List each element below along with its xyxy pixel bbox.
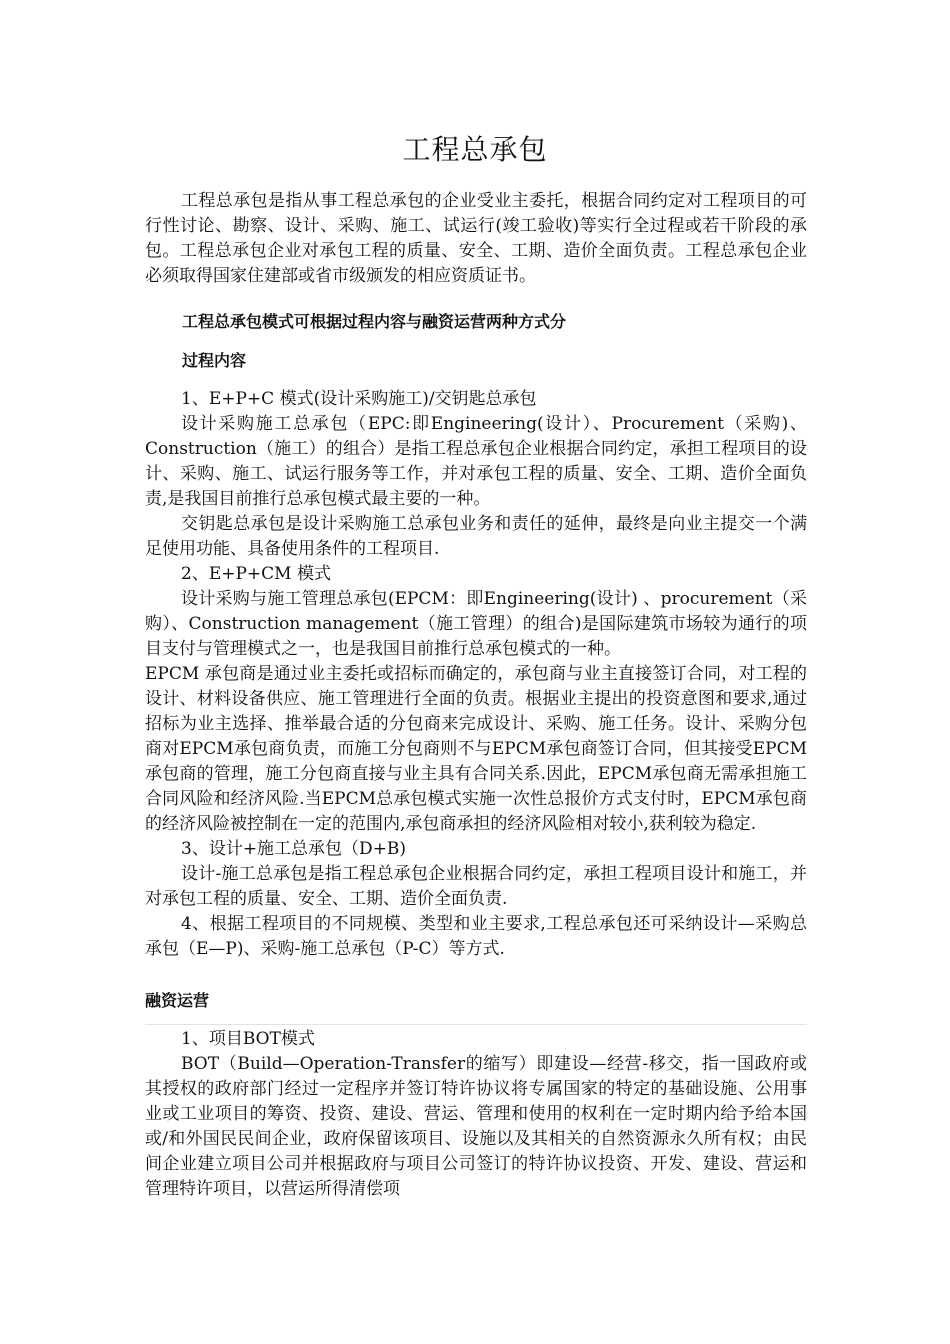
- process-item2-title: 2、E+P+CM 模式: [181, 564, 331, 584]
- process-item1-title: 1、E+P+C 模式(设计采购施工)/交钥匙总承包: [181, 389, 537, 409]
- process-item3-paragraph1: 设计-施工总承包是指工程总承包企业根据合同约定，承担工程项目设计和施工，并对承包工程的质量、安全、工期、造价全面负责.: [145, 864, 807, 909]
- finance-heading: 融资运营: [145, 991, 210, 1010]
- intro-section: [145, 189, 807, 289]
- process-item2-paragraph2: EPCM 承包商是通过业主委托或招标而确定的，承包商与业主直接签订合同，对工程的设计、材料设备供应、施工管理进行全面的负责。根据业主提出的投资意图和要求,通过招标为业主选择、推举最合适的分包商来完成设计、采购、施工任务。设计、采购分包商对EPCM承包商负责，而施工分包商则不与EPCM承包商签订合同，但其接受EPCM承包商的管理，施工分包商直接与业主具有合同关系.因此，EPCM承包商无需承担施工合同风险和经济风险.当EPCM总承包模式实施一次性总报价方式支付时，EPCM承包商的经济风险被控制在一定的范围内,承包商承担的经济风险相对较小,获利较为稳定.: [145, 664, 807, 834]
- page-title: 工程总承包: [402, 133, 548, 166]
- process-item1-paragraph2: 交钥匙总承包是设计采购施工总承包业务和责任的延伸，最终是向业主提交一个满足使用功能、具备使用条件的工程项目.: [145, 514, 807, 559]
- section-divider: [145, 1024, 807, 1025]
- intro-paragraph: 工程总承包是指从事工程总承包的企业受业主委托，根据合同约定对工程项目的可行性讨论、勘察、设计、采购、施工、试运行(竣工验收)等实行全过程或若干阶段的承包。工程总承包企业对承包工程的质量、安全、工期、造价全面负责。工程总承包企业必须取得国家住建部或省市级颁发的相应资质证书。: [145, 191, 807, 286]
- finance-section: [145, 1027, 807, 1202]
- process-item3-title: 3、设计+施工总承包（D+B): [181, 839, 407, 859]
- finance-item1-title: 1、项目BOT模式: [181, 1029, 315, 1049]
- process-section: [145, 387, 807, 962]
- process-item1-paragraph1: 设计采购施工总承包（EPC:即Engineering(设计）、Procurement（采购)、Construction（施工）的组合）是指工程总承包企业根据合同约定，承担工程项目的设计、采购、施工、试运行服务等工作，并对承包工程的质量、安全、工期、造价全面负责,是我国目前推行总承包模式最主要的一种。: [145, 414, 807, 509]
- modes-heading: 工程总承包模式可根据过程内容与融资运营两种方式分: [182, 312, 567, 331]
- process-item4-paragraph: 4、根据工程项目的不同规模、类型和业主要求,工程总承包还可采纳设计—采购总承包（E—P)、采购-施工总承包（P-C）等方式.: [145, 914, 807, 959]
- finance-item1-paragraph: BOT（Build—Operation-Transfer的缩写）即建设—经营-移交，指一国政府或其授权的政府部门经过一定程序并签订特许协议将专属国家的特定的基础设施、公用事业或工业项目的筹资、投资、建设、营运、管理和使用的权利在一定时期内给予给本国或/和外国民民间企业，政府保留该项目、设施以及其相关的自然资源永久所有权；由民间企业建立项目公司并根据政府与项目公司签订的特许协议投资、开发、建设、营运和管理特许项目，以营运所得清偿项: [145, 1054, 807, 1199]
- process-item2-paragraph1: 设计采购与施工管理总承包(EPCM：即Engineering(设计) 、procurement（采购）、Construction management（施工管理）的组合)是国际建筑市场较为通行的项目支付与管理模式之一，也是我国目前推行总承包模式的一种。: [145, 589, 807, 659]
- process-heading: 过程内容: [182, 351, 247, 370]
